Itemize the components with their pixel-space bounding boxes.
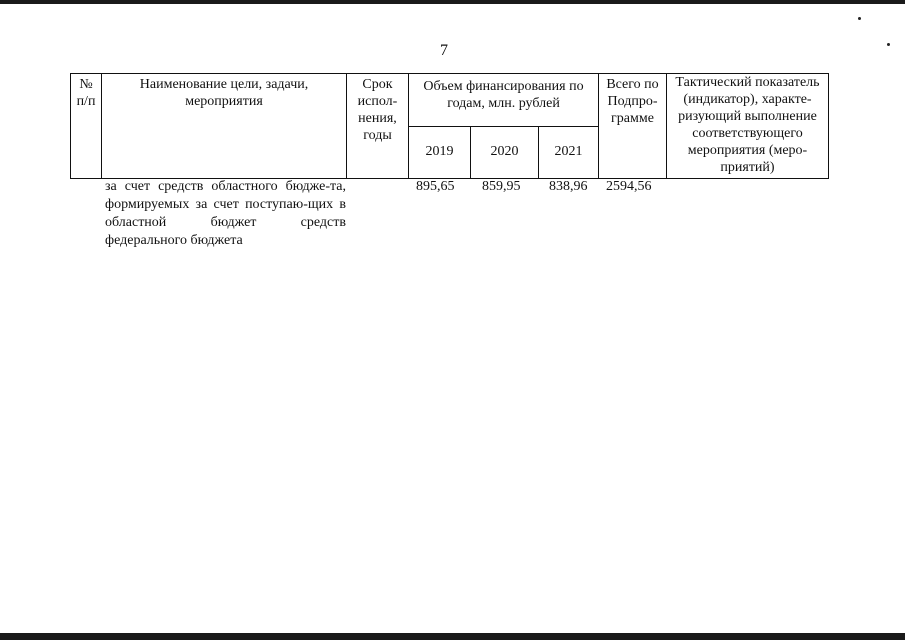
table-header [70,73,829,179]
scan-speck [887,43,890,46]
page-number: 7 [440,42,448,59]
header-no: № п/п [71,74,102,179]
scan-edge-top [0,0,905,4]
header-total: Всего по Подпро-грамме [599,74,667,179]
row-value-2021: 838,96 [549,179,588,194]
header-year-2021: 2021 [539,127,599,179]
header-term: Срок испол-нения, годы [347,74,409,179]
row-value-2020: 859,95 [482,179,521,194]
header-name: Наименование цели, задачи, мероприятия [102,74,347,179]
header-year-2020: 2020 [471,127,539,179]
row-description: за счет средств областного бюдже-та, формируемых за счет поступаю-щих в областной бюджет средств федерального бюджета [105,179,346,248]
header-funding: Объем финансирования по годам, млн. рублей [409,74,599,127]
scan-edge-bottom [0,633,905,640]
row-value-total: 2594,56 [606,179,652,194]
header-year-2019: 2019 [409,127,471,179]
row-value-2019: 895,65 [416,179,455,194]
scan-speck [858,17,861,20]
header-indicator: Тактический показатель (индикатор), характе-ризующий выполнение соответствующего мероприятия (меро-приятий) [667,74,829,179]
